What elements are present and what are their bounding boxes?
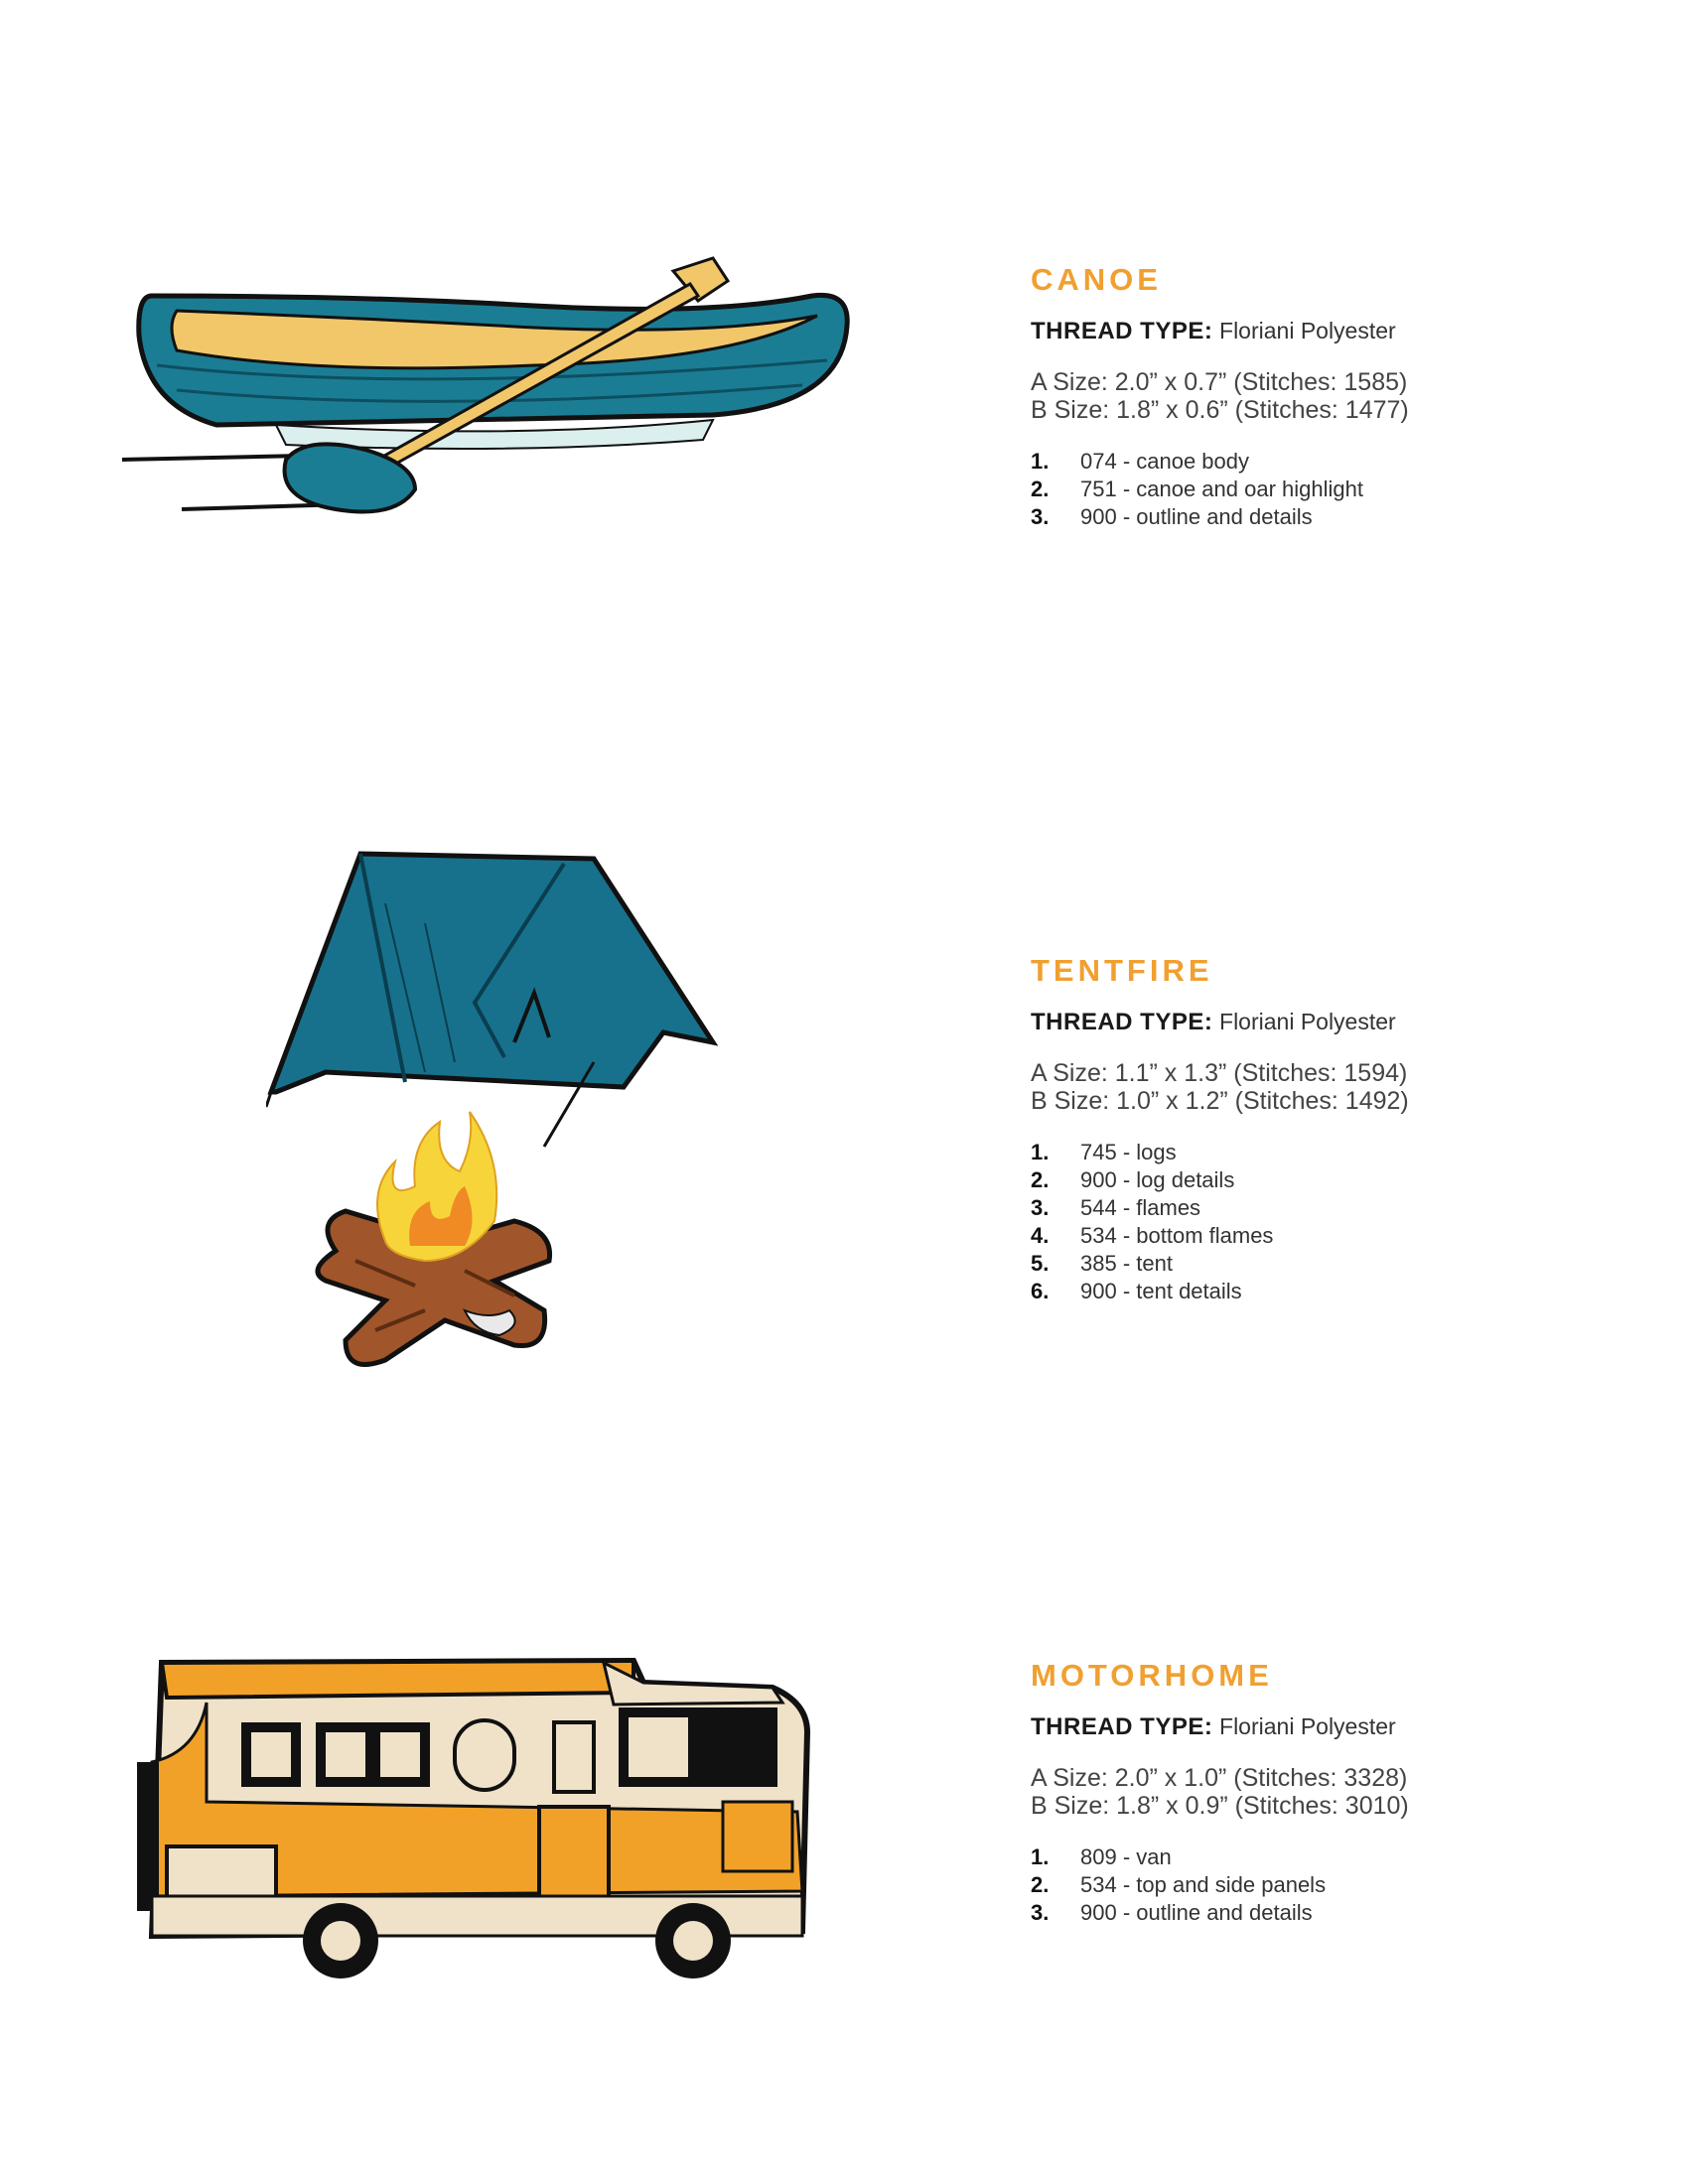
size-a: A Size: 2.0” x 1.0” (Stitches: 3328) [1031,1764,1408,1792]
color-item [1031,1222,1646,1250]
color-text: 900 - tent details [1080,1279,1242,1303]
thread-type [1031,316,1646,346]
canoe-patch-image [117,256,852,534]
color-item [1031,1278,1646,1305]
canoe-info [1031,260,1646,531]
color-list [1031,448,1646,531]
color-number: 2. [1031,1167,1050,1192]
size-b: B Size: 1.8” x 0.6” (Stitches: 1477) [1031,396,1409,424]
motorhome-patch-image [137,1643,832,2000]
color-text: 534 - bottom flames [1080,1223,1274,1248]
color-text: 900 - outline and details [1080,504,1313,529]
color-item [1031,1166,1646,1194]
color-text: 544 - flames [1080,1195,1201,1220]
color-text: 745 - logs [1080,1140,1177,1164]
color-number: 1. [1031,449,1050,474]
thread-type-value: Floriani Polyester [1219,318,1396,343]
thread-type-label: THREAD TYPE: [1031,318,1213,344]
color-number: 6. [1031,1279,1050,1303]
motorhome-info [1031,1656,1646,1927]
thread-type-value: Floriani Polyester [1219,1009,1396,1034]
color-item [1031,1139,1646,1166]
color-number: 2. [1031,477,1050,501]
thread-type-label: THREAD TYPE: [1031,1009,1213,1035]
color-number: 4. [1031,1223,1050,1248]
size-b: B Size: 1.0” x 1.2” (Stitches: 1492) [1031,1087,1409,1115]
color-number: 3. [1031,1195,1050,1220]
color-text: 809 - van [1080,1844,1172,1869]
tentfire-patch-image [266,844,733,1400]
color-number: 3. [1031,504,1050,529]
color-number: 3. [1031,1900,1050,1925]
color-text: 900 - outline and details [1080,1900,1313,1925]
color-item [1031,448,1646,476]
thread-type [1031,1007,1646,1037]
design-title: MOTORHOME [1031,1658,1273,1693]
thread-type-label: THREAD TYPE: [1031,1713,1213,1740]
tentfire-info [1031,951,1646,1305]
color-item [1031,1871,1646,1899]
size-list [1031,1059,1646,1115]
color-text: 074 - canoe body [1080,449,1250,474]
thread-type [1031,1711,1646,1742]
color-text: 900 - log details [1080,1167,1235,1192]
color-list [1031,1139,1646,1305]
color-text: 534 - top and side panels [1080,1872,1327,1897]
design-title: CANOE [1031,262,1162,297]
color-item [1031,1194,1646,1222]
thread-type-value: Floriani Polyester [1219,1713,1396,1739]
color-number: 5. [1031,1251,1050,1276]
color-text: 385 - tent [1080,1251,1173,1276]
color-item [1031,1250,1646,1278]
design-title: TENTFIRE [1031,953,1213,988]
color-number: 2. [1031,1872,1050,1897]
color-text: 751 - canoe and oar highlight [1080,477,1363,501]
size-a: A Size: 1.1” x 1.3” (Stitches: 1594) [1031,1059,1408,1087]
color-list [1031,1843,1646,1927]
size-a: A Size: 2.0” x 0.7” (Stitches: 1585) [1031,368,1408,396]
color-item [1031,1899,1646,1927]
size-list [1031,368,1646,424]
color-item [1031,476,1646,503]
color-item [1031,1843,1646,1871]
size-list [1031,1764,1646,1820]
color-item [1031,503,1646,531]
color-number: 1. [1031,1844,1050,1869]
color-number: 1. [1031,1140,1050,1164]
size-b: B Size: 1.8” x 0.9” (Stitches: 3010) [1031,1792,1409,1820]
